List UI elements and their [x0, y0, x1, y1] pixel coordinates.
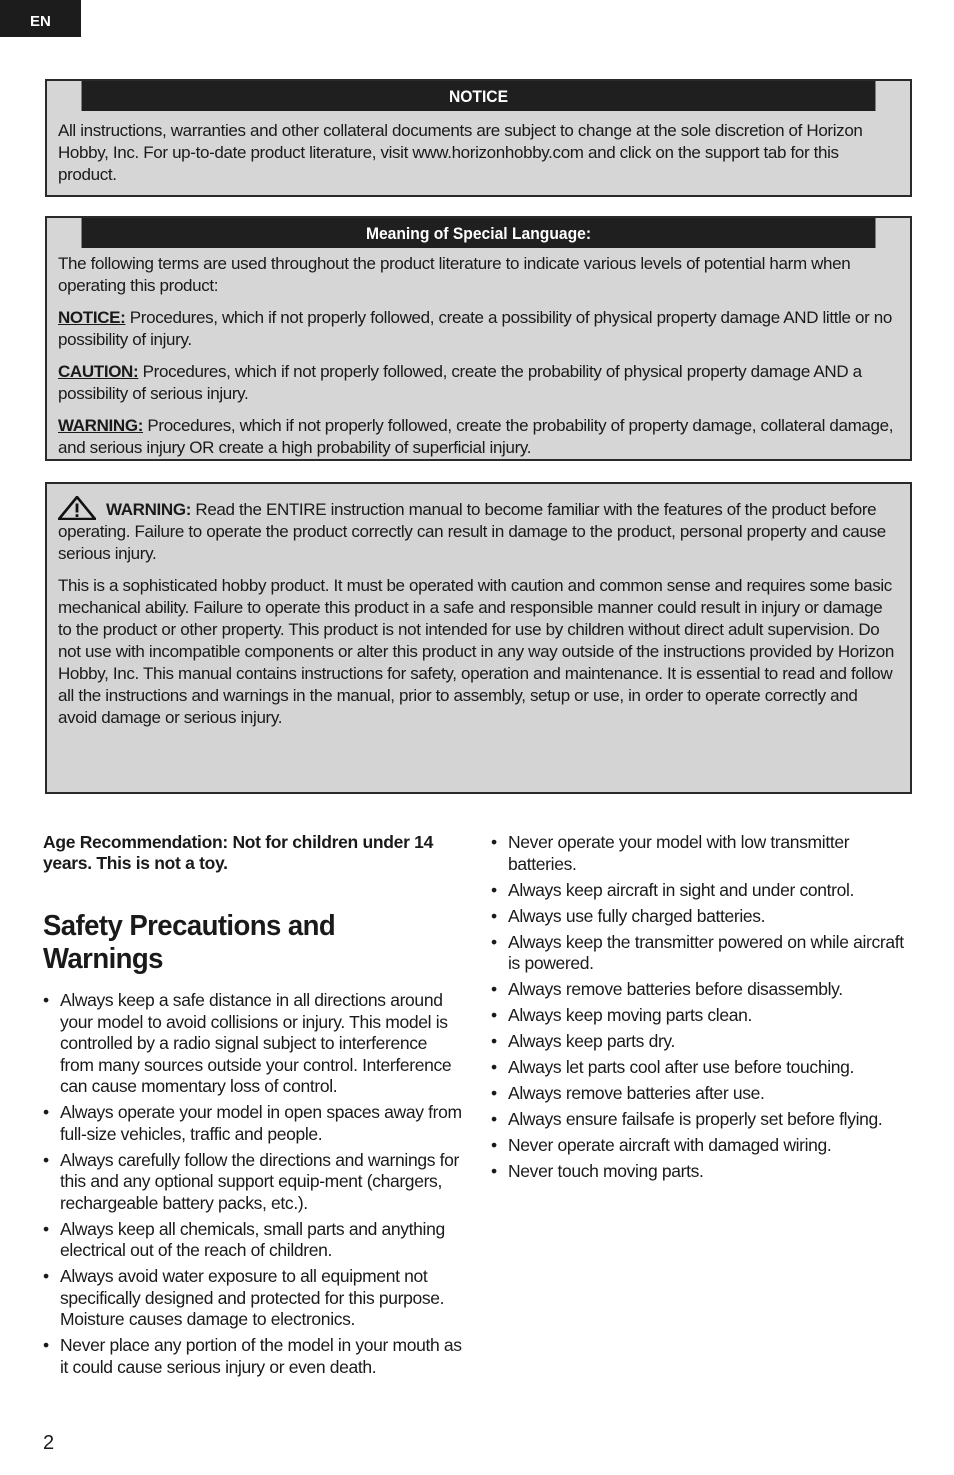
warning-box-text-1: Read the ENTIRE instruction manual to become familiar with the features of the product before operating. Failure to operate the product correctly can result in damage to the product, personal property and cause serious injury. — [58, 500, 886, 563]
list-item: • Always operate your model in open spaces away from full-size vehicles, traffic and people. — [43, 1102, 463, 1145]
notice-text: All instructions, warranties and other collateral documents are subject to change at the sole discretion of Horizon Hobby, Inc. For up-to-date product literature, visit www.horizonhobby.com and click on the support tab for this product. — [58, 121, 863, 184]
caution-definition — [47, 361, 910, 405]
caution-label: CAUTION: — [58, 362, 139, 381]
list-item: • Always keep aircraft in sight and under control. — [491, 880, 911, 902]
warning-paragraph-2: This is a sophisticated hobby product. It must be operated with caution and common sense and requires some basic mechanical ability. Failure to operate this product in a safe and responsible manner could result in injury or damage to the product or other property. This product is not intended for use by children without direct adult supervision. Do not use with incompatible components or alter this product in any way outside of the instructions provided by Horizon Hobby, Inc. This manual contains instructions for safety, operation and maintenance. It is essential to read and follow all the instructions and warnings in the manual, prior to assembly, setup or use, in order to operate correctly and avoid damage or serious injury. — [58, 576, 894, 727]
list-item: • Always keep a safe distance in all directions around your model to avoid collisions or injury. This model is controlled by a radio signal subject to interference from many sources outside your control. Interference can cause momentary loss of control. — [43, 990, 463, 1098]
list-item: • Never place any portion of the model in your mouth as it could cause serious injury or even death. — [43, 1335, 463, 1378]
list-item: • Always let parts cool after use before touching. — [491, 1057, 911, 1079]
special-language-box — [45, 216, 912, 461]
left-bullet-list — [43, 990, 463, 1378]
list-item: • Never operate aircraft with damaged wiring. — [491, 1135, 911, 1157]
list-item: • Always keep the transmitter powered on while aircraft is powered. — [491, 932, 911, 975]
warning-definition — [47, 415, 910, 459]
list-item: • Always keep moving parts clean. — [491, 1005, 911, 1027]
right-bullet-list — [491, 832, 911, 1183]
notice-title: NOTICE — [82, 81, 876, 111]
language-tab: EN — [0, 0, 81, 37]
warning-label: WARNING: — [58, 416, 144, 435]
warning-triangle-icon — [58, 496, 96, 520]
notice-label: NOTICE: — [58, 308, 126, 327]
age-recommendation: Age Recommendation: Not for children under 14 years. This is not a toy. — [43, 832, 434, 873]
notice-box — [45, 79, 912, 197]
list-item: • Always use fully charged batteries. — [491, 906, 911, 928]
list-item: • Always keep parts dry. — [491, 1031, 911, 1053]
list-item: • Always keep all chemicals, small parts and anything electrical out of the reach of children. — [43, 1219, 463, 1262]
right-column — [491, 832, 911, 1187]
section-title: Safety Precautions and Warnings — [43, 910, 336, 975]
list-item: • Always remove batteries before disassembly. — [491, 979, 911, 1001]
list-item: • Never touch moving parts. — [491, 1161, 911, 1183]
notice-definition — [47, 307, 910, 351]
list-item: • Always remove batteries after use. — [491, 1083, 911, 1105]
list-item: • Always avoid water exposure to all equipment not specifically designed and protected for this purpose. Moisture causes damage to electronics. — [43, 1266, 463, 1331]
warning-box-label: WARNING: — [106, 500, 192, 519]
page-number: 2 — [43, 1432, 55, 1454]
warning-box — [45, 482, 912, 794]
left-column — [43, 832, 463, 1383]
warning-definition-text: Procedures, which if not properly followed, create the probability of property damage, collateral damage, and serious injury OR create a high probability of superficial injury. — [58, 416, 894, 457]
list-item: • Never operate your model with low transmitter batteries. — [491, 832, 911, 875]
warning-paragraph-1 — [47, 496, 910, 565]
list-item: • Always carefully follow the directions and warnings for this and any optional support equip-ment (chargers, rechargeable battery packs, etc.). — [43, 1150, 463, 1215]
special-language-intro: The following terms are used throughout the product literature to indicate various levels of potential harm when operating this product: — [58, 254, 851, 295]
list-item: • Always ensure failsafe is properly set before flying. — [491, 1109, 911, 1131]
special-language-title: Meaning of Special Language: — [82, 218, 876, 248]
notice-definition-text: Procedures, which if not properly followed, create a possibility of physical property damage AND little or no possibility of injury. — [58, 308, 892, 349]
caution-definition-text: Procedures, which if not properly followed, create the probability of physical property damage AND a possibility of serious injury. — [58, 362, 862, 403]
